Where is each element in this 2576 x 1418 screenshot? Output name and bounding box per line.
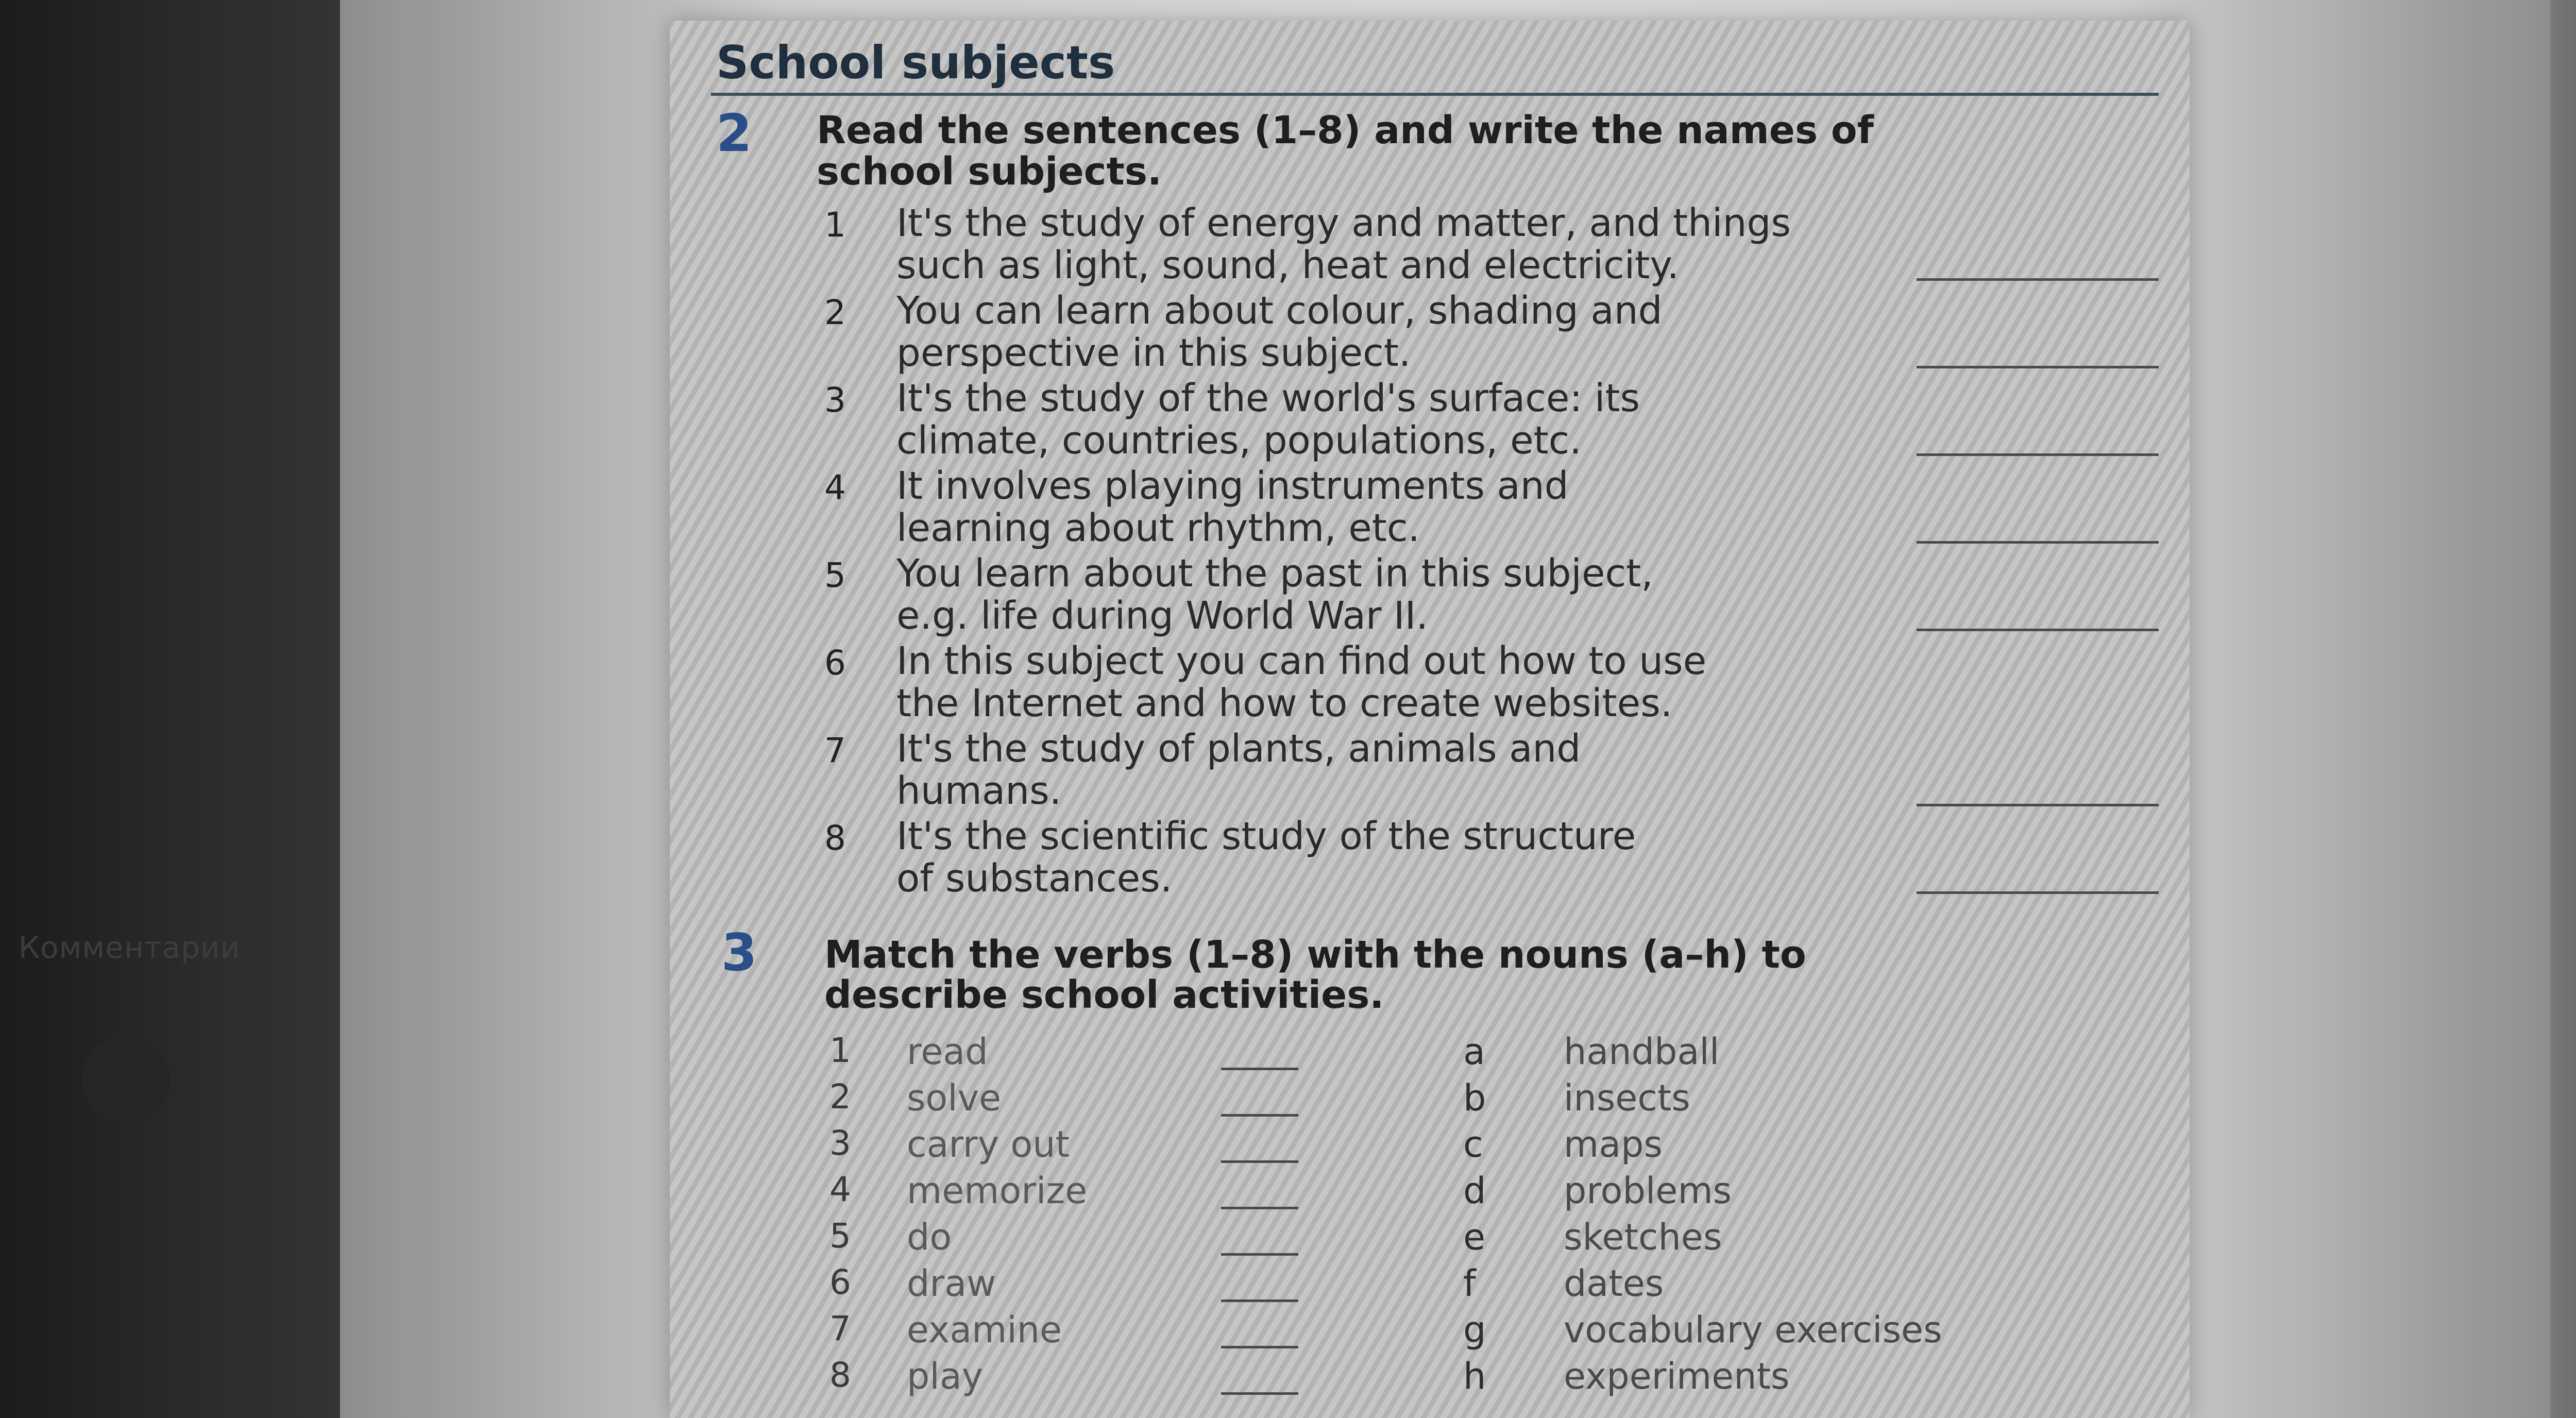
match-verb: memorize — [907, 1170, 1088, 1212]
exercise-2-item-text-line1: It's the study of the world's surface: its — [896, 376, 1640, 420]
answer-blank[interactable] — [1917, 278, 2159, 281]
exercise-2-item-text-line1: It's the study of plants, animals and — [896, 727, 1581, 771]
comments-label: Комментарии — [19, 930, 241, 965]
match-answer-blank[interactable] — [1221, 1253, 1298, 1256]
exercise-3-number: 3 — [721, 922, 757, 983]
match-verb-number: 5 — [829, 1216, 851, 1256]
match-noun-letter: f — [1463, 1262, 1476, 1305]
match-verb-number: 1 — [829, 1031, 851, 1070]
exercise-2-item-text-line2: of substances. — [896, 856, 1173, 901]
match-noun: problems — [1564, 1170, 1732, 1212]
exercise-2-item-number: 8 — [824, 818, 846, 858]
page-heading: School subjects — [716, 36, 1115, 89]
match-verb: play — [907, 1355, 984, 1397]
match-noun-letter: c — [1463, 1123, 1483, 1166]
match-verb: examine — [907, 1309, 1062, 1351]
exercise-2-number: 2 — [716, 103, 752, 163]
answer-blank[interactable] — [1917, 453, 2159, 456]
avatar-placeholder — [82, 1036, 170, 1123]
exercise-2-item-text-line1: You can learn about colour, shading and — [896, 289, 1663, 333]
match-noun-letter: d — [1463, 1170, 1486, 1212]
exercise-2-item-text-line2: such as light, sound, heat and electricity. — [896, 243, 1680, 288]
exercise-3-title-line2: describe school activities. — [824, 973, 1384, 1017]
exercise-2-item-text-line1: It's the scientific study of the structure — [896, 814, 1636, 858]
exercise-2-item-number: 4 — [824, 468, 846, 508]
exercise-2-title-line1: Read the sentences (1–8) and write the names of — [817, 108, 1874, 153]
exercise-2-title-line2: school subjects. — [817, 149, 1162, 194]
match-noun: handball — [1564, 1031, 1720, 1073]
exercise-2-item-number: 6 — [824, 643, 846, 683]
answer-blank[interactable] — [1917, 891, 2159, 894]
match-answer-blank[interactable] — [1221, 1114, 1298, 1117]
match-verb-number: 3 — [829, 1123, 851, 1163]
match-verb-number: 7 — [829, 1309, 851, 1348]
match-verb: do — [907, 1216, 952, 1258]
match-noun: sketches — [1564, 1216, 1722, 1258]
match-answer-blank[interactable] — [1221, 1346, 1298, 1348]
exercise-2-item-text-line2: e.g. life during World War II. — [896, 594, 1429, 638]
exercise-3-title-line1: Match the verbs (1–8) with the nouns (a–h) to — [824, 933, 1806, 977]
exercise-2-item-number: 3 — [824, 380, 846, 420]
match-noun-letter: a — [1463, 1031, 1485, 1073]
exercise-2-item-text-line2: the Internet and how to create websites. — [896, 681, 1673, 725]
exercise-2-item-text-line2: perspective in this subject. — [896, 331, 1411, 375]
match-answer-blank[interactable] — [1221, 1299, 1298, 1302]
exercise-2-item-text-line1: You learn about the past in this subject, — [896, 551, 1653, 596]
match-answer-blank[interactable] — [1221, 1160, 1298, 1163]
exercise-2-item-text-line2: climate, countries, populations, etc. — [896, 418, 1582, 463]
match-verb-number: 2 — [829, 1077, 851, 1117]
match-noun: maps — [1564, 1123, 1663, 1166]
right-background — [2550, 0, 2576, 1418]
exercise-2-item-number: 2 — [824, 293, 846, 332]
exercise-2-item-number: 7 — [824, 731, 846, 770]
exercise-2-item-text-line2: humans. — [896, 769, 1062, 813]
match-noun: experiments — [1564, 1355, 1790, 1397]
exercise-2-item-number: 5 — [824, 555, 846, 595]
exercise-2-item-text-line1: It's the study of energy and matter, and things — [896, 201, 1791, 245]
exercise-2-item-number: 1 — [824, 205, 846, 245]
exercise-2-item-text-line1: It involves playing instruments and — [896, 464, 1569, 508]
match-verb: solve — [907, 1077, 1002, 1119]
match-verb: carry out — [907, 1123, 1070, 1166]
match-noun-letter: b — [1463, 1077, 1486, 1119]
match-noun: vocabulary exercises — [1564, 1309, 1942, 1351]
match-noun: dates — [1564, 1262, 1664, 1305]
match-noun: insects — [1564, 1077, 1690, 1119]
heading-rule — [711, 93, 2159, 96]
match-verb: read — [907, 1031, 988, 1073]
exercise-2-item-text-line2: learning about rhythm, etc. — [896, 506, 1420, 550]
match-verb-number: 4 — [829, 1170, 851, 1209]
match-verb-number: 8 — [829, 1355, 851, 1395]
match-noun-letter: e — [1463, 1216, 1486, 1258]
answer-blank[interactable] — [1917, 629, 2159, 631]
answer-blank[interactable] — [1917, 541, 2159, 544]
answer-blank[interactable] — [1917, 366, 2159, 368]
match-verb: draw — [907, 1262, 996, 1305]
match-noun-letter: h — [1463, 1355, 1486, 1397]
answer-blank[interactable] — [1917, 804, 2159, 806]
match-answer-blank[interactable] — [1221, 1068, 1298, 1070]
match-verb-number: 6 — [829, 1262, 851, 1302]
match-answer-blank[interactable] — [1221, 1207, 1298, 1209]
match-answer-blank[interactable] — [1221, 1392, 1298, 1395]
textbook-page — [670, 21, 2190, 1418]
match-noun-letter: g — [1463, 1309, 1486, 1351]
exercise-2-item-text-line1: In this subject you can find out how to use — [896, 639, 1707, 683]
